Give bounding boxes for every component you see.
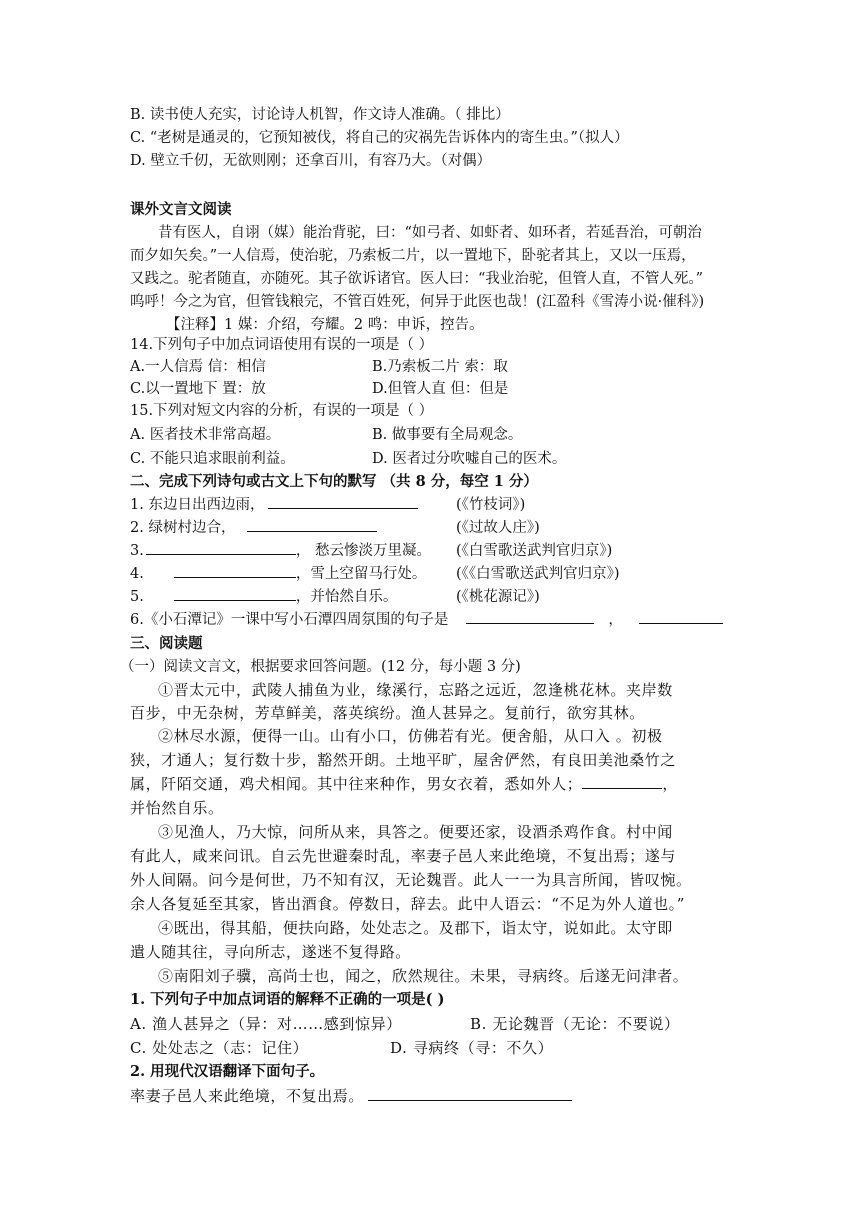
translation-line: 率妻子邑人来此绝境，不复出焉。 (130, 1085, 572, 1108)
answer-blank[interactable] (174, 563, 296, 578)
section-3-heading: 三、阅读题 (130, 635, 203, 652)
passage-line: 百步，中无杂树，芳草鲜美，落英缤纷。渔人甚异之。复前行，欲穷其林。 (130, 704, 645, 722)
q14-option-d: D.但管人直 但：但是 (372, 381, 509, 397)
q15-option-b: B. 做事要有全局观念。 (372, 427, 523, 443)
question-15-stem: 15.下列对短文内容的分析，有误的一项是（ ） (130, 403, 434, 419)
item-source: (《《白雪歌送武判官归京》) (456, 566, 620, 582)
item-prompt: 5. (130, 589, 144, 605)
recitation-item-5: 5. ，并怡然自乐。 (130, 586, 397, 608)
recitation-item-3: 3. ， 愁云惨淡万里凝。 (130, 540, 431, 562)
passage-line: 并怡然自乐。 (130, 799, 224, 817)
passage-line: 呜呼！今之为官，但管钱粮完，不管百姓死，何异于此医也哉！(江盈科《雪涛小说·催科》) (130, 294, 705, 310)
item-prompt: 3. (130, 543, 144, 559)
item-source: (《桃花源记》) (456, 589, 540, 605)
passage-line: 属，阡陌交通，鸡犬相闻。其中往来种作，男女衣着，悉如外人； ， (130, 775, 679, 793)
option-c: C. “老树是通灵的，它预知被伐，将自己的灾祸先告诉体内的寄生虫。”（拟人） (130, 130, 629, 146)
answer-blank[interactable] (582, 774, 662, 789)
recitation-item-4: 4. ，雪上空留马行处。 (130, 563, 426, 585)
option-d: D. 壁立千仞，无欲则刚；还拿百川，有容乃大。（对偶） (130, 153, 492, 169)
answer-blank[interactable] (368, 1086, 572, 1101)
passage-line: 狭，才通人；复行数十步，豁然开朗。土地平旷，屋舍俨然，有良田美池桑竹之 (130, 751, 677, 769)
passage-line: 又践之。驼者随直，亦随死。其子欲诉诸官。医人曰：“我业治驼，但管人直，不管人死。” (130, 271, 704, 287)
annotation-note: 【注释】1 媒：介绍，夸耀。2 鸣：申诉，控告。 (166, 317, 484, 333)
section-2-heading: 二、完成下列诗句或古文上下句的默写 （共 8 分，每空 1 分） (130, 473, 538, 490)
passage-line: ①晋太元中，武陵人捕鱼为业，缘溪行，忘路之远近，忽逢桃花林。夹岸数 (158, 681, 673, 699)
passage-line: 而夕如矢矣。”一人信焉，使治驼，乃索板二片，以一置地下，卧驼者其上，又以一压焉， (130, 248, 696, 264)
q1-option-a: A. 渔人甚异之（异：对……感到惊异） (130, 1015, 402, 1033)
q1-option-b: B. 无论魏晋（无论：不要说） (470, 1015, 680, 1033)
item-source: (《白雪歌送武判官归京》) (456, 543, 613, 559)
item-prompt: 2. 绿树村边合， (130, 520, 236, 536)
passage-line: 有此人，咸来问讯。自云先世避秦时乱，率妻子邑人来此绝境，不复出焉；遂与 (130, 847, 677, 865)
q1-option-c: C. 处处志之（志：记住） (130, 1039, 309, 1057)
item-prompt: 6.《小石潭记》一课中写小石潭四周氛围的句子是 (130, 612, 449, 628)
q1-option-d: D. 寻病终（寻：不久） (390, 1039, 554, 1057)
item-source: (《过故人庄》) (456, 520, 540, 536)
question-14-stem: 14.下列句子中加点词语使用有误的一项是（ ） (130, 337, 434, 353)
recitation-item-1 (130, 494, 418, 516)
passage-line: ③见渔人，乃大惊，问所从来，具答之。便要还家，设酒杀鸡作食。村中闻 (158, 823, 673, 841)
q15-option-a: A. 医者技术非常高超。 (130, 427, 281, 443)
item-prompt: 4. (130, 566, 144, 582)
q14-option-c: C.以一置地下 置：放 (130, 381, 266, 397)
passage-line: ④既出，得其船，便扶向路，处处志之。及郡下，诣太守，说如此。太守即 (158, 919, 673, 937)
answer-blank[interactable] (146, 540, 296, 555)
question-1-stem: 1. 下列句子中加点词语的解释不正确的一项是( ) (130, 991, 445, 1008)
recitation-item-6: 6.《小石潭记》一课中写小石潭四周氛围的句子是 ， (130, 609, 723, 631)
recitation-item-2 (130, 517, 377, 539)
question-2-stem: 2. 用现代汉语翻译下面句子。 (130, 1063, 325, 1080)
classical-reading-heading: 课外文言文阅读 (130, 201, 232, 218)
answer-blank[interactable] (639, 609, 723, 624)
passage-line: 余人各复延至其家，皆出酒食。停数日，辞去。此中人语云：“不足为外人道也。” (130, 895, 686, 913)
passage-line: ⑤南阳刘子骥，高尚士也，闻之，欣然规往。未果，寻病终。后遂无问津者。 (158, 967, 689, 985)
q14-option-a: A.一人信焉 信：相信 (130, 359, 266, 375)
item-source: (《竹枝词》) (456, 497, 526, 513)
q15-option-d: D. 医者过分吹嘘自己的医术。 (372, 451, 567, 467)
passage-line: 昔有医人，自诩（媒）能治背驼，曰：“如弓者、如虾者、如环者，若延吾治，可朝治 (158, 225, 702, 241)
answer-blank[interactable] (247, 517, 377, 532)
passage-line: 遣人随其往，寻向所志，遂迷不复得路。 (130, 943, 411, 961)
passage-line: 外人间隔。问今是何世，乃不知有汉，无论魏晋。此人一一为具言所闻，皆叹惋。 (130, 871, 692, 889)
answer-blank[interactable] (466, 609, 594, 624)
answer-blank[interactable] (268, 494, 418, 509)
q14-option-b: B.乃索板二片 索：取 (372, 359, 508, 375)
answer-blank[interactable] (174, 586, 296, 601)
item-prompt: 1. 东边日出西边雨， (130, 497, 265, 513)
q15-option-c: C. 不能只追求眼前利益。 (130, 451, 295, 467)
section-3-subheading: （一）阅读文言文，根据要求回答问题。(12 分，每小题 3 分) (120, 659, 521, 675)
option-b: B. 读书使人充实，讨论诗人机智，作文诗人准确。（ 排比） (130, 107, 510, 123)
passage-line: ②林尽水源，便得一山。山有小口，仿佛若有光。便舍船，从口入 。初极 (158, 727, 663, 745)
